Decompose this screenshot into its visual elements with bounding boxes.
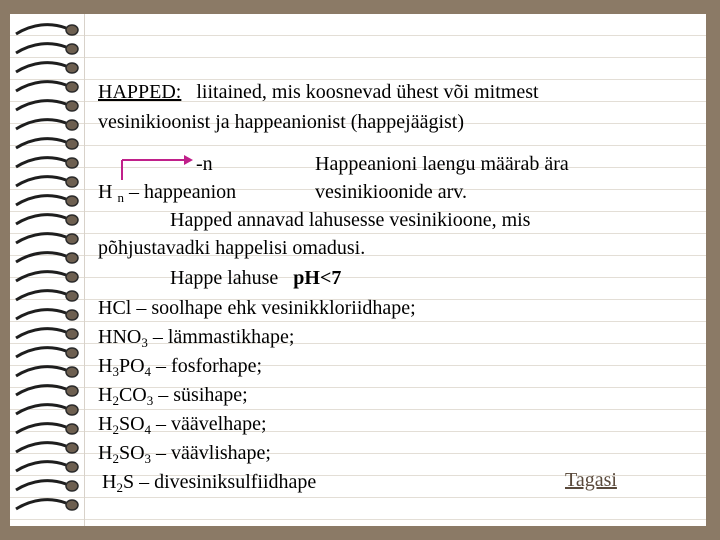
acid-list-item [98, 354, 262, 378]
acid-name: – süsihape; [153, 384, 248, 406]
heading-term: HAPPED: [98, 81, 182, 103]
formula-subscript: 4 [144, 364, 152, 379]
formula-subscript: 2 [116, 480, 123, 495]
formula-subscript: 3 [141, 335, 148, 350]
formula-part: H [98, 355, 113, 377]
charge-superscript: -n [196, 153, 213, 175]
formula-part: H [102, 471, 117, 493]
formula-part: CO [118, 384, 147, 406]
formula-subscript: n [117, 190, 124, 205]
formula-subscript: 3 [146, 393, 154, 408]
formula-part: S [122, 471, 135, 493]
formula-description: – happeanion [128, 181, 237, 203]
formula-part: H [98, 442, 113, 464]
ph-line [170, 266, 341, 290]
acid-name: – väävlishape; [151, 442, 271, 464]
formula-subscript: 3 [112, 364, 119, 379]
acid-formula [98, 413, 151, 435]
formula-part: SO [118, 442, 145, 464]
acid-list-item [98, 296, 416, 320]
paragraph-line-2: põhjustavadki happelisi omadusi. [98, 237, 366, 259]
formula-subscript: 2 [112, 422, 119, 437]
acid-list-item [98, 412, 267, 436]
acid-name: – soolhape ehk vesinikkloriidhape; [131, 297, 416, 319]
acid-list-item [102, 470, 316, 494]
formula-subscript: 4 [144, 422, 152, 437]
formula-line [98, 180, 236, 204]
formula-base: H [98, 181, 113, 203]
heading-definition: liitained, mis koosnevad ühest või mitmest [196, 81, 539, 103]
formula-subscript: 2 [112, 393, 119, 408]
acid-formula [98, 384, 153, 406]
acid-formula [98, 326, 148, 348]
back-link[interactable]: Tagasi [565, 469, 617, 491]
note-line-1: Happeanioni laengu määrab ära [315, 153, 569, 175]
paragraph-line-1: Happed annavad lahusesse vesinikioone, mis [170, 209, 531, 231]
formula-part: SO [118, 413, 145, 435]
acid-formula [98, 442, 151, 464]
acid-list-item [98, 383, 248, 407]
heading-definition-line-2: vesinikioonist ja happeanionist (happejäägist) [98, 111, 465, 133]
ph-label: Happe lahuse [170, 267, 279, 289]
acid-name: – divesiniksulfiidhape [134, 471, 317, 493]
acid-name: – fosforhape; [151, 355, 263, 377]
acid-formula [98, 355, 151, 377]
formula-part: H [98, 384, 113, 406]
acid-formula [98, 297, 131, 319]
acid-list-item [98, 441, 271, 465]
acid-name: – väävelhape; [151, 413, 267, 435]
note-line-2: vesinikioonide arv. [315, 181, 468, 203]
formula-part: H [98, 413, 113, 435]
acid-formula [102, 471, 134, 493]
acid-list-item [98, 325, 294, 349]
formula-part: PO [118, 355, 145, 377]
acid-name: – lämmastikhape; [147, 326, 295, 348]
formula-subscript: 2 [112, 451, 119, 466]
ph-value: pH<7 [293, 267, 342, 289]
formula-part: HNO [98, 326, 142, 348]
formula-subscript: 3 [144, 451, 152, 466]
formula-part: HCl [98, 297, 132, 319]
